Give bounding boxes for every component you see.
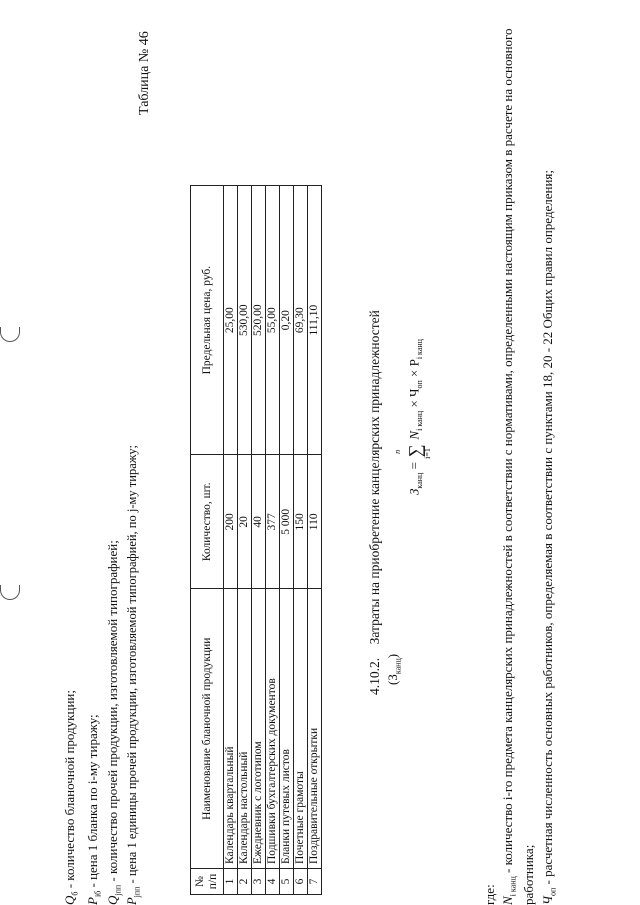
definition-n-canc: $N_{i канц}$ - количество i-го предмета канцелярских принадлежностей в соответствии с нормативами, определенными настоящим приказом в расчете на основного работника; — [500, 28, 536, 905]
table-row: 7 Поздравительные открытки 110 111,10 — [308, 186, 322, 895]
section-title: Затраты на приобретение канцелярских принадлежностей — [367, 310, 382, 645]
pricing-table — [190, 185, 322, 895]
col-header-number: № п/п — [191, 869, 224, 895]
punch-hole-mark — [0, 327, 20, 342]
table-row: 2 Календарь настольный 20 530,00 — [238, 186, 252, 895]
col-header-quantity: Количество, шт. — [191, 455, 224, 589]
formula: $З_{канц}$ = n ∑ i=1 $N_{i канц} \times Ч_{оп} \times P_{i канц}$ — [393, 339, 432, 495]
definition-q-b: $Q_б$ - количество бланочной продукции; — [62, 690, 80, 905]
section-symbol: $(З_{канц})$ — [385, 653, 403, 685]
punch-hole-mark — [0, 585, 20, 600]
table-caption: Таблица № 46 — [137, 31, 152, 115]
col-header-name: Наименование бланочной продукции — [191, 589, 224, 869]
table-row: 4 Подшивки бухгалтерских документов 377 55,00 — [266, 186, 280, 895]
table-row: 6 Почетные грамоты 150 69,30 — [294, 186, 308, 895]
col-header-price: Предельная цена, руб. — [191, 186, 224, 455]
table-row: 3 Ежедневник с логотипом 40 520,00 — [252, 186, 266, 895]
table-row: 5 Бланки путевых листов 5 000 0,20 — [280, 186, 294, 895]
table-header-row — [191, 186, 224, 895]
section-number: 4.10.2. — [367, 657, 382, 695]
where-label: где: — [482, 884, 497, 905]
section-heading — [367, 310, 382, 695]
definition-q-pp: $Q_{jпп}$ - количество прочей продукции, изготовляемой типографией; — [105, 540, 123, 905]
definition-ch-op: $Ч_{оп}$ - расчетная численность основных работников, определяемая в соответствии с пунктами 18, 20 - 22 Общих правил определения; — [540, 169, 558, 905]
definition-p-ib: $P_{iб}$ - цена 1 бланка по i-му тиражу; — [85, 714, 103, 905]
definition-p-pp: $P_{jпп}$ - цена 1 единицы прочей продукции, изготовляемой типографией, по j-му тиражу; — [125, 445, 142, 905]
table-row: 1 Календарь квартальный 200 25,00 — [224, 186, 238, 895]
